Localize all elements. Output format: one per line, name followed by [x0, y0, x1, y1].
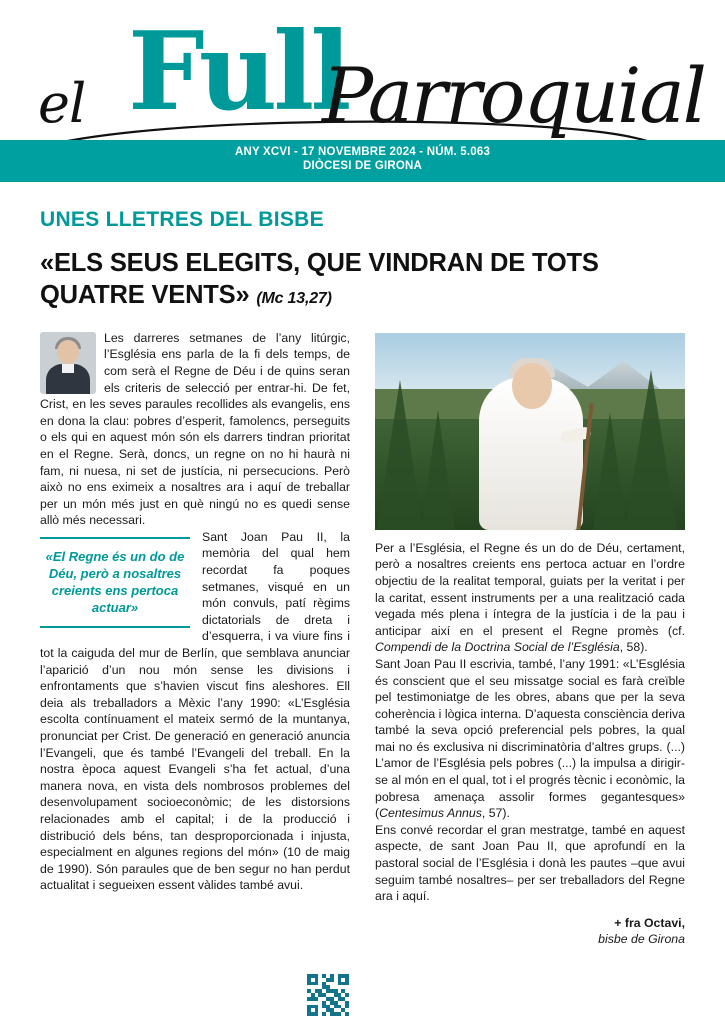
page-footer: [0, 966, 725, 1024]
headline-text: «ELS SEUS ELEGITS, QUE VINDRAN DE TOTS QUATRE VENTS»: [40, 249, 599, 309]
right-paragraph-3: Ens convé recordar el gran mestratge, també en aquest aspecte, de sant Joan Pau II, que aprofundí en la pastoral social de l’Església i donà les pautes –que avui seguim també nosaltres– per ser treballadors del Regne ara i aquí.: [375, 822, 685, 904]
main-photo: [375, 333, 685, 530]
issue-info-bar: [0, 140, 725, 182]
page-body: [0, 208, 725, 948]
logo-word-parroquial: Parroquial: [322, 51, 705, 140]
right-p2-end: , 57).: [481, 806, 510, 821]
left-column: [40, 330, 350, 894]
bishop-portrait: [40, 332, 96, 394]
logo-word-el: el: [38, 72, 86, 135]
pull-quote: «El Regne és un do de Déu, però a nosaltres creients ens pertoca actuar»: [40, 537, 190, 629]
right-column: [375, 330, 685, 948]
right-p1-italic: Compendi de la Doctrina Social de l’Església: [375, 640, 620, 655]
right-paragraph-2: [375, 656, 685, 822]
section-kicker: UNES LLETRES DEL BISBE: [40, 208, 324, 231]
signature: [375, 915, 685, 948]
issue-line: ANY XCVI - 17 NOVEMBRE 2024 - NÚM. 5.063: [234, 146, 491, 158]
diocese-line: DIÒCESI DE GIRONA: [302, 160, 423, 172]
logo-word-full: Full: [128, 9, 348, 135]
page-title: [40, 248, 685, 312]
right-p2-text: Sant Joan Pau II escrivia, també, l’any 1991: «L’Església és conscient que el seu missatge social es farà creïble pel testimoniatge de les obres, abans que per la seva coherència i lògica interna. D’aquesta consciència deriva també la seva opció preferencial pels pobres, la qual mai no és exclusiva ni discriminatòria d’altres grups. (...) L’amor de l’Església pels pobres (...) la impulsa a dirigir-se al món en el qual, tot i el progrés tècnic i econòmic, la pobresa amenaça assolir formes gegantesques» (: [375, 656, 685, 821]
article-columns: [40, 330, 685, 948]
right-p1-end: , 58).: [619, 640, 648, 655]
qr-code[interactable]: [305, 972, 351, 1018]
right-p1-text: Per a l’Església, el Regne és un do de Déu, certament, però a nosaltres creients ens pertoca actuar en l’ordre objectiu de la realitat temporal, guiats per la veritat i per la caritat, essent instruments per a una realització cada vegada més plena i íntegra de la justícia i de la pau i anticipar així en el present el Regne promès (cf.: [375, 540, 685, 638]
left-paragraph-2: [40, 529, 350, 894]
left-p2-text: Sant Joan Pau II, la memòria del qual hem recordat fa poques setmanes, visqué en un món convuls, patí règims dictatorials de dreta i d’esquerra, i va viure fins i tot la caiguda del mur de Berlín, que semblava anunciar l’aparició d’un nou món sense les divisions i enfrontaments que s’havien viscut fins aleshores. Ell deia als treballadors a Mèxic l’any 1990: «L’Església escolta contínuament el mateix sermó de la muntanya, pronunciat per Crist. De generació en generació anuncia l’Evangeli, que és també l’Evangeli del treball. En la nostra època aquest Evangeli s’ha fet actual, d’una manera nova, en vista dels nombrosos problemes del desenvolupament socioeconòmic; de les distorsions relacionades amb el capital; i de la producció i distribució dels béns, tan desproporcionada i injusta, especialment en algunes regions del món» (10 de maig de 1990). Són paraules que de ben segur no han perdut actualitat i segueixen essent vàlides també avui.: [40, 529, 350, 893]
right-p2-italic: Centesimus Annus: [379, 806, 482, 821]
signature-name: + fra Octavi,: [614, 915, 685, 930]
left-paragraph-1: Les darreres setmanes de l’any litúrgic, l’Església ens parla de la fi dels temps, de com serà el Regne de Déu i de quins seran els criteris de selecció per entrar-hi. De fet, Crist, en les seves paraules recollides als evangelis, ens en dona la clau: pobres d’esperit, famolencs, perseguits o els qui en aquest món són els darrers tindran prioritat en el Regne. Serà, doncs, un regne on no hi haurà ni fam, ni nuesa, ni set de justícia, ni persecucions. Però això no ens eximeix a nosaltres ara i aquí de treballar per un món més just en què ningú no es quedi sense allò més necessari.: [40, 330, 350, 528]
masthead: [0, 0, 725, 140]
headline-reference: (Mc 13,27): [256, 289, 332, 307]
signature-role: bisbe de Girona: [598, 932, 685, 947]
logo-swoosh-flourish: [60, 112, 660, 140]
